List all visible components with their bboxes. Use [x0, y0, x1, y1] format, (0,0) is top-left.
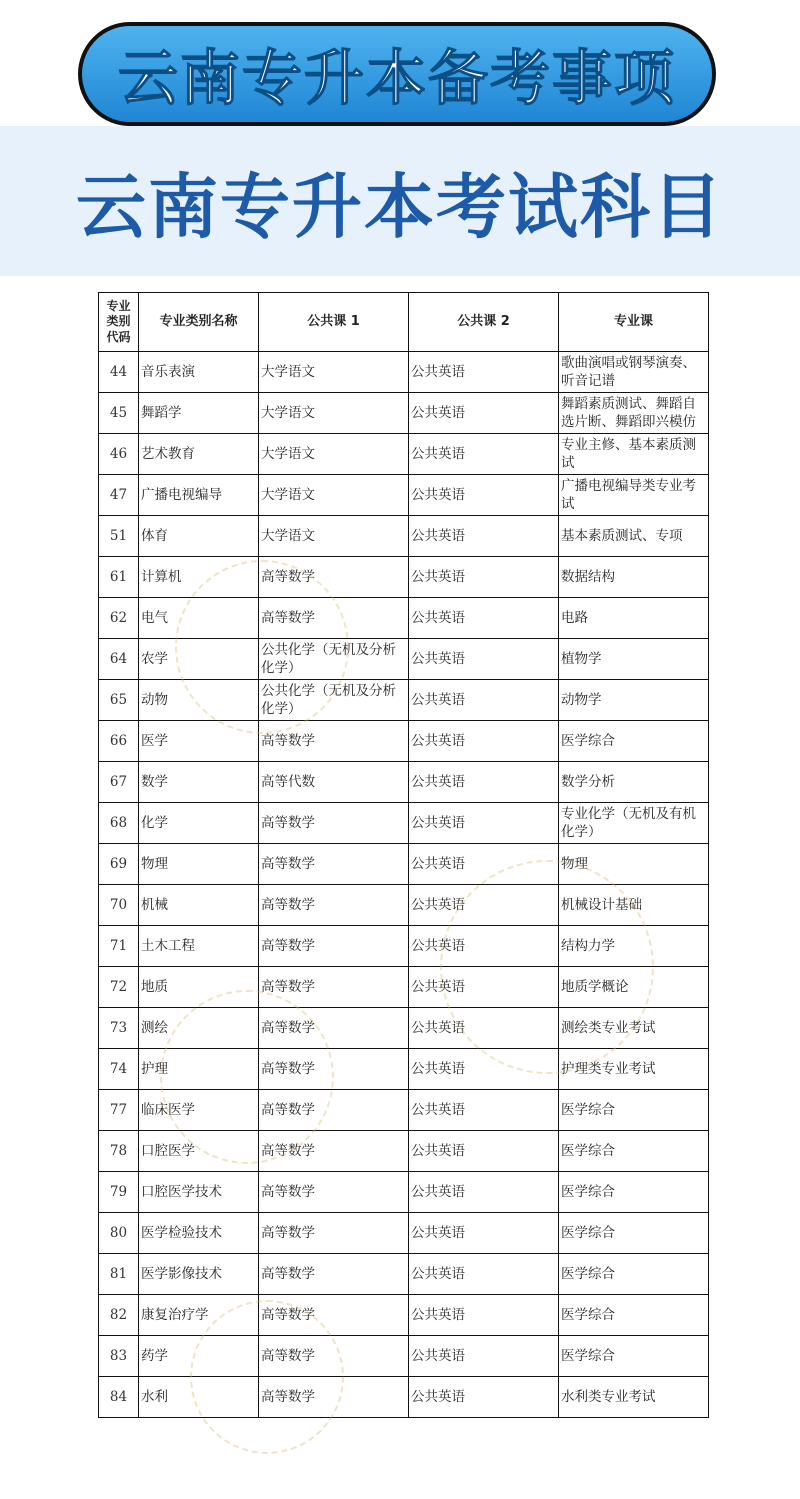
cell-name: 体育	[139, 516, 259, 557]
cell-public1: 高等数学	[259, 721, 409, 762]
cell-public1: 高等数学	[259, 1336, 409, 1377]
cell-code: 78	[99, 1131, 139, 1172]
banner-title: 云南专升本备考事项	[118, 44, 676, 114]
cell-name: 舞蹈学	[139, 393, 259, 434]
table-row	[99, 803, 709, 844]
cell-public2: 公共英语	[409, 352, 559, 393]
cell-code: 45	[99, 393, 139, 434]
cell-major: 基本素质测试、专项	[559, 516, 709, 557]
cell-name: 广播电视编导	[139, 475, 259, 516]
table-row	[99, 721, 709, 762]
cell-public2: 公共英语	[409, 762, 559, 803]
table-row	[99, 1295, 709, 1336]
cell-code: 83	[99, 1336, 139, 1377]
cell-public1: 高等数学	[259, 926, 409, 967]
header-major: 专业课	[559, 293, 709, 352]
cell-name: 医学影像技术	[139, 1254, 259, 1295]
table-row	[99, 680, 709, 721]
header-code: 专业 类别 代码	[99, 293, 139, 352]
cell-name: 护理	[139, 1049, 259, 1090]
cell-public1: 大学语文	[259, 352, 409, 393]
cell-public1: 大学语文	[259, 516, 409, 557]
cell-major: 舞蹈素质测试、舞蹈自选片断、舞蹈即兴模仿	[559, 393, 709, 434]
cell-major: 广播电视编导类专业考试	[559, 475, 709, 516]
cell-code: 82	[99, 1295, 139, 1336]
cell-name: 动物	[139, 680, 259, 721]
table-header-row	[99, 293, 709, 352]
cell-public1: 高等数学	[259, 598, 409, 639]
cell-name: 医学检验技术	[139, 1213, 259, 1254]
cell-major: 医学综合	[559, 1254, 709, 1295]
cell-public2: 公共英语	[409, 680, 559, 721]
cell-public2: 公共英语	[409, 598, 559, 639]
cell-code: 47	[99, 475, 139, 516]
cell-public2: 公共英语	[409, 1172, 559, 1213]
cell-major: 电路	[559, 598, 709, 639]
subtitle-band	[0, 126, 800, 276]
cell-name: 康复治疗学	[139, 1295, 259, 1336]
header-public2: 公共课 2	[409, 293, 559, 352]
table-row	[99, 598, 709, 639]
cell-public1: 高等数学	[259, 803, 409, 844]
cell-name: 化学	[139, 803, 259, 844]
cell-public2: 公共英语	[409, 721, 559, 762]
cell-code: 68	[99, 803, 139, 844]
cell-name: 计算机	[139, 557, 259, 598]
cell-major: 医学综合	[559, 721, 709, 762]
cell-public1: 大学语文	[259, 434, 409, 475]
cell-code: 65	[99, 680, 139, 721]
cell-public2: 公共英语	[409, 885, 559, 926]
cell-public2: 公共英语	[409, 1213, 559, 1254]
cell-public1: 高等数学	[259, 1377, 409, 1418]
table-row	[99, 393, 709, 434]
cell-code: 72	[99, 967, 139, 1008]
cell-code: 77	[99, 1090, 139, 1131]
cell-name: 测绘	[139, 1008, 259, 1049]
table-row	[99, 1254, 709, 1295]
cell-code: 46	[99, 434, 139, 475]
cell-major: 医学综合	[559, 1213, 709, 1254]
table-row	[99, 434, 709, 475]
cell-code: 70	[99, 885, 139, 926]
cell-major: 数据结构	[559, 557, 709, 598]
table-row	[99, 1213, 709, 1254]
cell-name: 音乐表演	[139, 352, 259, 393]
cell-major: 医学综合	[559, 1172, 709, 1213]
cell-name: 土木工程	[139, 926, 259, 967]
cell-public2: 公共英语	[409, 1008, 559, 1049]
cell-major: 机械设计基础	[559, 885, 709, 926]
cell-public1: 高等数学	[259, 1008, 409, 1049]
cell-name: 机械	[139, 885, 259, 926]
cell-major: 物理	[559, 844, 709, 885]
table-row	[99, 844, 709, 885]
cell-code: 51	[99, 516, 139, 557]
cell-public1: 高等数学	[259, 1049, 409, 1090]
header-name: 专业类别名称	[139, 293, 259, 352]
cell-major: 医学综合	[559, 1131, 709, 1172]
cell-public1: 高等数学	[259, 1172, 409, 1213]
cell-public2: 公共英语	[409, 516, 559, 557]
cell-major: 医学综合	[559, 1336, 709, 1377]
cell-code: 71	[99, 926, 139, 967]
cell-public2: 公共英语	[409, 803, 559, 844]
cell-code: 73	[99, 1008, 139, 1049]
cell-code: 79	[99, 1172, 139, 1213]
table-row	[99, 885, 709, 926]
table-row	[99, 1049, 709, 1090]
cell-major: 医学综合	[559, 1295, 709, 1336]
cell-public1: 高等数学	[259, 844, 409, 885]
cell-code: 84	[99, 1377, 139, 1418]
cell-name: 药学	[139, 1336, 259, 1377]
cell-public1: 高等数学	[259, 1090, 409, 1131]
cell-public2: 公共英语	[409, 1295, 559, 1336]
cell-major: 专业主修、基本素质测试	[559, 434, 709, 475]
cell-public1: 大学语文	[259, 393, 409, 434]
cell-code: 74	[99, 1049, 139, 1090]
cell-code: 44	[99, 352, 139, 393]
cell-public2: 公共英语	[409, 1049, 559, 1090]
cell-name: 口腔医学技术	[139, 1172, 259, 1213]
cell-name: 医学	[139, 721, 259, 762]
cell-name: 农学	[139, 639, 259, 680]
table-row	[99, 1172, 709, 1213]
table-row	[99, 1008, 709, 1049]
header-public1: 公共课 1	[259, 293, 409, 352]
cell-public1: 公共化学（无机及分析化学）	[259, 639, 409, 680]
cell-public2: 公共英语	[409, 475, 559, 516]
cell-major: 植物学	[559, 639, 709, 680]
cell-public1: 高等数学	[259, 1254, 409, 1295]
cell-public2: 公共英语	[409, 1377, 559, 1418]
table-row	[99, 926, 709, 967]
cell-public1: 大学语文	[259, 475, 409, 516]
cell-public2: 公共英语	[409, 926, 559, 967]
table-row	[99, 1131, 709, 1172]
cell-public2: 公共英语	[409, 1254, 559, 1295]
cell-public2: 公共英语	[409, 967, 559, 1008]
cell-public2: 公共英语	[409, 557, 559, 598]
table-row	[99, 639, 709, 680]
cell-major: 歌曲演唱或钢琴演奏、听音记谱	[559, 352, 709, 393]
cell-name: 数学	[139, 762, 259, 803]
table-row	[99, 557, 709, 598]
cell-major: 地质学概论	[559, 967, 709, 1008]
cell-name: 地质	[139, 967, 259, 1008]
cell-public2: 公共英语	[409, 639, 559, 680]
cell-code: 81	[99, 1254, 139, 1295]
cell-public1: 高等数学	[259, 1213, 409, 1254]
table-row	[99, 475, 709, 516]
cell-public2: 公共英语	[409, 1090, 559, 1131]
cell-public1: 公共化学（无机及分析化学）	[259, 680, 409, 721]
cell-major: 数学分析	[559, 762, 709, 803]
cell-public1: 高等数学	[259, 967, 409, 1008]
table-row	[99, 516, 709, 557]
cell-name: 临床医学	[139, 1090, 259, 1131]
cell-name: 物理	[139, 844, 259, 885]
cell-major: 医学综合	[559, 1090, 709, 1131]
cell-public1: 高等数学	[259, 1131, 409, 1172]
cell-public2: 公共英语	[409, 844, 559, 885]
cell-major: 测绘类专业考试	[559, 1008, 709, 1049]
cell-public2: 公共英语	[409, 1131, 559, 1172]
cell-name: 水利	[139, 1377, 259, 1418]
cell-major: 护理类专业考试	[559, 1049, 709, 1090]
page-subtitle: 云南专升本考试科目	[76, 165, 724, 248]
cell-code: 69	[99, 844, 139, 885]
cell-name: 艺术教育	[139, 434, 259, 475]
cell-major: 结构力学	[559, 926, 709, 967]
table-row	[99, 1090, 709, 1131]
exam-subjects-table	[98, 292, 709, 1418]
cell-public1: 高等数学	[259, 1295, 409, 1336]
cell-code: 62	[99, 598, 139, 639]
cell-public2: 公共英语	[409, 434, 559, 475]
cell-name: 口腔医学	[139, 1131, 259, 1172]
table-row	[99, 1336, 709, 1377]
title-banner	[78, 22, 716, 126]
cell-major: 动物学	[559, 680, 709, 721]
cell-name: 电气	[139, 598, 259, 639]
cell-major: 水利类专业考试	[559, 1377, 709, 1418]
table-row	[99, 352, 709, 393]
cell-public2: 公共英语	[409, 393, 559, 434]
cell-major: 专业化学（无机及有机化学）	[559, 803, 709, 844]
cell-public2: 公共英语	[409, 1336, 559, 1377]
cell-public1: 高等数学	[259, 885, 409, 926]
cell-code: 67	[99, 762, 139, 803]
cell-public1: 高等代数	[259, 762, 409, 803]
cell-code: 80	[99, 1213, 139, 1254]
cell-code: 61	[99, 557, 139, 598]
cell-code: 66	[99, 721, 139, 762]
table-row	[99, 967, 709, 1008]
cell-public1: 高等数学	[259, 557, 409, 598]
table-row	[99, 762, 709, 803]
cell-code: 64	[99, 639, 139, 680]
table-row	[99, 1377, 709, 1418]
